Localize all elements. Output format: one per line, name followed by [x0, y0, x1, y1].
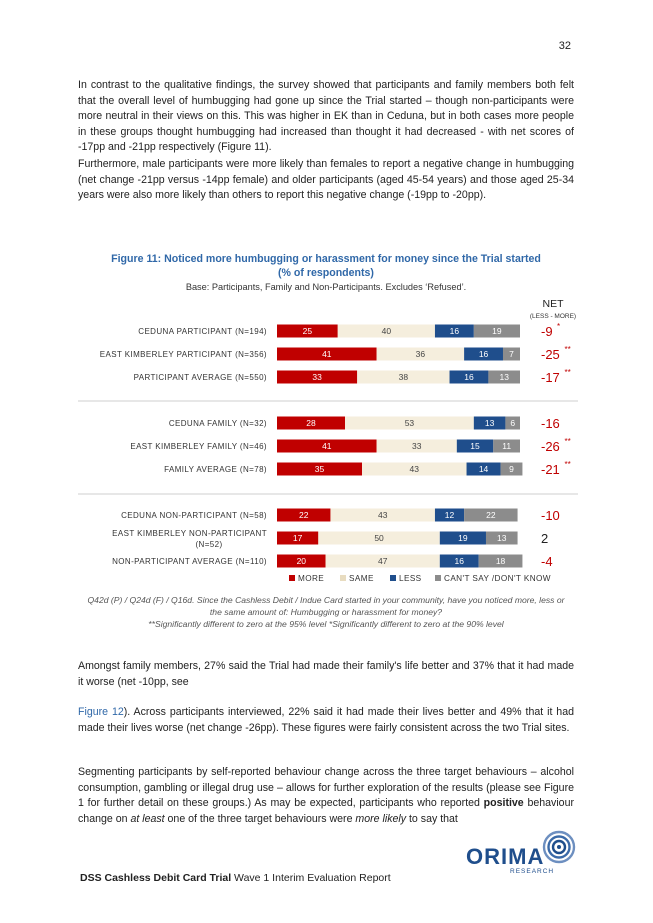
- bar-label-cant-say: 11: [502, 441, 512, 451]
- net-value: 2: [541, 531, 549, 546]
- row-label: CEDUNA FAMILY (N=32): [168, 419, 267, 428]
- paragraph-5-text-g: to say that: [406, 812, 458, 825]
- bar-label-cant-say: 22: [486, 510, 496, 520]
- figure-base: Base: Participants, Family and Non-Participants. Excludes ‘Refused’.: [185, 282, 467, 292]
- bar-label-cant-say: 7: [509, 349, 514, 359]
- row-label: FAMILY AVERAGE (N=78): [164, 465, 267, 474]
- bar-label-cant-say: 18: [495, 556, 506, 566]
- bar-label-less: 12: [444, 510, 455, 520]
- figure-note: [78, 594, 574, 630]
- bar-label-more: 35: [314, 464, 325, 474]
- paragraph-5-text-e: one of the three target behaviours were: [164, 812, 356, 825]
- bar-label-less: 16: [449, 326, 460, 336]
- legend-label-less: LESS: [399, 574, 422, 583]
- bar-label-cant-say: 19: [492, 326, 502, 336]
- bar-label-more: 41: [322, 349, 332, 359]
- paragraph-2: Furthermore, male participants were more likely than females to report a negative change in humbugging (net change -21pp versus -14pp female) and older participants (aged 45-54 years) and those aged 25-34 years were also more likely than others to report this negative change (-19pp to -20pp).: [78, 158, 574, 202]
- footer-title-bold: DSS Cashless Debit Card Trial: [80, 872, 232, 884]
- bar-label-same: 38: [398, 372, 409, 382]
- logo-sub: RESEARCH: [510, 868, 555, 875]
- paragraph-5-italic-a: at least: [130, 812, 165, 825]
- paragraph-4: [78, 705, 574, 736]
- net-significance: **: [564, 460, 571, 469]
- net-significance: **: [564, 345, 571, 354]
- bar-label-same: 33: [411, 441, 422, 451]
- paragraph-3: Amongst family members, 27% said the Trial had made their family's life better and 37% that it had made it worse (net -10pp, see: [78, 660, 574, 688]
- bar-label-less: 16: [454, 556, 464, 566]
- legend-swatch-cant-say: [435, 575, 441, 581]
- figure-title-line-2: (% of respondents): [278, 267, 374, 279]
- row-label: CEDUNA NON-PARTICIPANT (N=58): [121, 511, 267, 520]
- bar-label-more: 17: [292, 533, 303, 543]
- net-value: -10: [541, 508, 560, 523]
- paragraph-5-bold: positive: [483, 797, 524, 810]
- net-subheader: (LESS - MORE): [529, 313, 577, 320]
- row-label: PARTICIPANT AVERAGE (N=550): [133, 373, 267, 382]
- net-value: -25: [541, 347, 560, 362]
- row-label: NON-PARTICIPANT AVERAGE (N=110): [112, 557, 267, 566]
- figure-12-link[interactable]: Figure 12: [78, 706, 124, 718]
- legend-label-same: SAME: [349, 574, 374, 583]
- bar-label-cant-say: 6: [510, 418, 516, 428]
- stacked-bar-chart: [78, 293, 578, 593]
- paragraph-5-text-c: behaviour change on: [78, 797, 574, 825]
- bar-label-same: 50: [374, 533, 384, 543]
- bar-label-less: 13: [484, 418, 495, 428]
- bar-label-same: 36: [415, 349, 426, 359]
- net-significance: *: [557, 322, 561, 331]
- paragraph-4-text: ). Across participants interviewed, 22% said it had made their lives better and 49% that it had made their lives worse (net change -26pp). These figures were fairly consistent across the two Trial sites.: [78, 706, 574, 734]
- orima-logo: [466, 830, 576, 878]
- net-significance: **: [564, 368, 571, 377]
- figure-title: [78, 252, 574, 280]
- legend-label-cant-say: CAN'T SAY /DON'T KNOW: [444, 574, 551, 583]
- figure-note-line-1: Q42d (P) / Q24d (F) / Q16d. Since the Cashless Debit / Indue Card started in your community, have you noticed more, less or: [87, 595, 565, 605]
- row-label: EAST KIMBERLEY PARTICIPANT (N=356): [99, 350, 267, 359]
- figure-note-line-3: **Significantly different to zero at the 95% level *Significantly different to zero at the 90% level: [148, 619, 504, 629]
- bar-label-more: 22: [298, 510, 309, 520]
- legend-label-more: MORE: [298, 574, 325, 583]
- row-label: EAST KIMBERLEY FAMILY (N=46): [130, 442, 267, 451]
- logo-word: ORIMA: [466, 844, 545, 869]
- bar-label-less: 15: [470, 441, 480, 451]
- bar-label-same: 40: [381, 326, 392, 336]
- bar-label-cant-say: 13: [499, 372, 509, 382]
- net-value: -17: [541, 370, 560, 385]
- bar-label-cant-say: 13: [497, 533, 507, 543]
- bar-label-more: 20: [296, 556, 307, 566]
- bar-label-less: 14: [478, 464, 489, 474]
- net-value: -4: [541, 554, 553, 569]
- paragraph-5: [78, 765, 574, 827]
- figure-title-line-1: Figure 11: Noticed more humbugging or harassment for money since the Trial started: [111, 253, 541, 265]
- legend-swatch-same: [340, 575, 346, 581]
- orima-logo-rings: [542, 830, 576, 864]
- bar-label-same: 47: [377, 556, 388, 566]
- net-value: -26: [541, 439, 560, 454]
- row-label: CEDUNA PARTICIPANT (N=194): [138, 327, 267, 336]
- net-value: -16: [541, 416, 560, 431]
- net-value: -21: [541, 462, 560, 477]
- row-label: EAST KIMBERLEY NON-PARTICIPANT: [112, 529, 267, 538]
- page-number: 32: [558, 40, 571, 52]
- figure-note-line-2: the same amount of: Humbugging or harassment for money?: [209, 607, 443, 617]
- bar-label-more: 28: [306, 418, 316, 428]
- legend-swatch-more: [289, 575, 295, 581]
- footer: [80, 872, 391, 884]
- bar-label-cant-say: 9: [509, 464, 514, 474]
- bar-label-less: 16: [478, 349, 489, 359]
- footer-title-rest: Wave 1 Interim Evaluation Report: [231, 872, 391, 884]
- bar-label-same: 53: [404, 418, 415, 428]
- net-significance: **: [564, 437, 571, 446]
- paragraph-5-text-a: Segmenting participants by self-reported behaviour change across the three target behaviours – alcohol consumption, gambling or illegal drug use – allows for further exploration of the results (please see Figure 1 for further detail on these groups.) As may be expected, participants who reported: [78, 766, 574, 810]
- net-value: -9: [541, 324, 553, 339]
- bar-label-same: 43: [377, 510, 388, 520]
- net-header: NET: [542, 298, 564, 310]
- bar-label-less: 19: [458, 533, 468, 543]
- bar-label-same: 43: [409, 464, 420, 474]
- paragraph-5-italic-b: more likely: [355, 812, 407, 825]
- bar-label-more: 33: [312, 372, 322, 382]
- bar-label-less: 16: [464, 372, 474, 382]
- bar-label-more: 25: [302, 326, 313, 336]
- legend-swatch-less: [390, 575, 396, 581]
- row-label-line-2: (N=52): [195, 540, 223, 549]
- paragraph-1: In contrast to the qualitative findings, the survey showed that participants and family members both felt that the overall level of humbugging had gone up since the Trial started – though non-participants were more neutral in their views on this. This was higher in EK than in Ceduna, but in both cases more people in these groups thought humbugging had increased than thought it had decreased - with net scores of -17pp and -21pp respectively (Figure 11).: [78, 79, 574, 154]
- bar-label-more: 41: [322, 441, 332, 451]
